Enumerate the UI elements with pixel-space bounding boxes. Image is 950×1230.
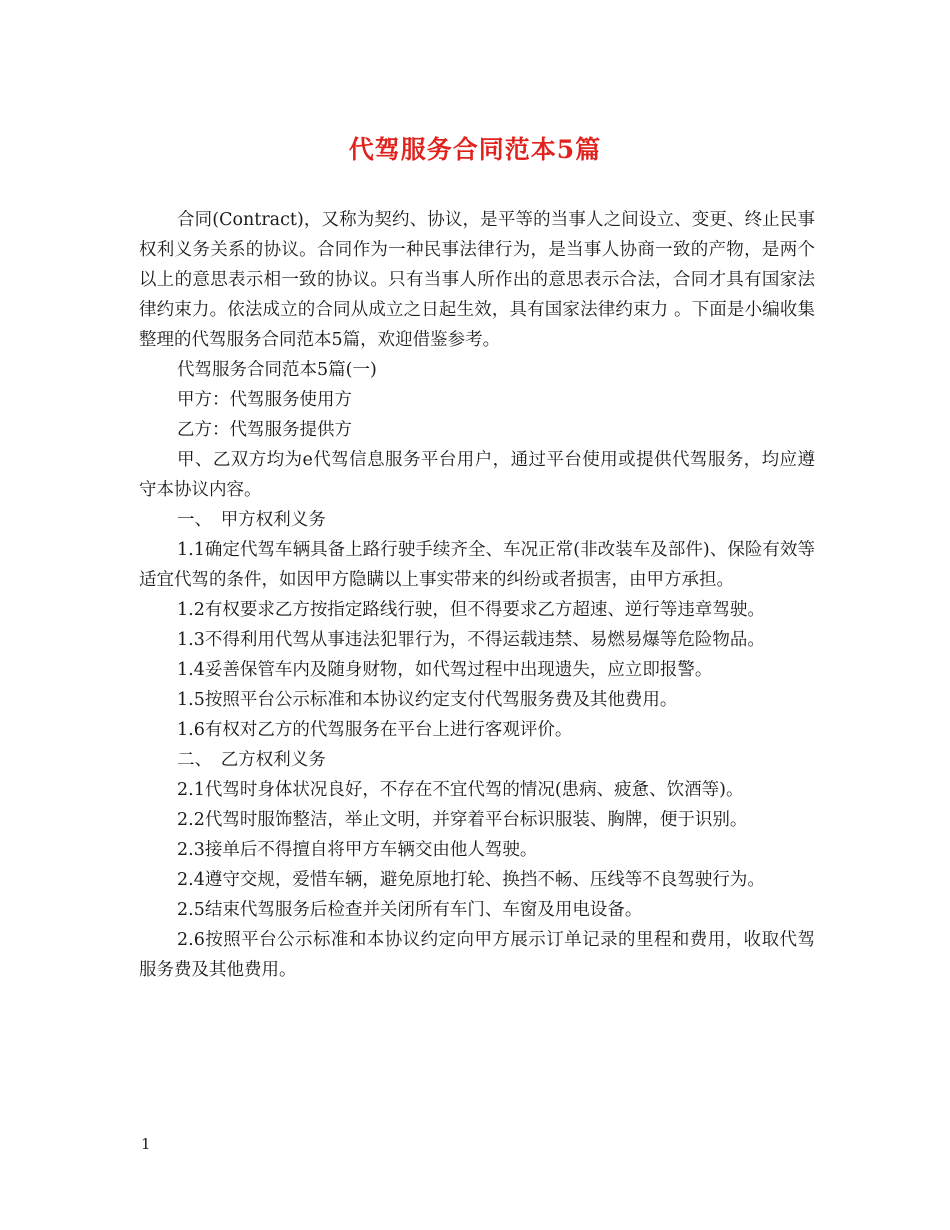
paragraph-party-b: 乙方：代驾服务提供方 [177, 420, 352, 440]
paragraph-1-4: 1.4妥善保管车内及随身财物，如代驾过程中出现遗失，应立即报警。 [177, 660, 713, 680]
paragraph-section-heading: 代驾服务合同范本5篇(一) [177, 360, 377, 380]
document-title: 代驾服务合同范本5篇 [348, 135, 602, 164]
paragraph-1-6: 1.6有权对乙方的代驾服务在平台上进行客观评价。 [177, 720, 573, 740]
paragraph-2-2: 2.2代驾时服饰整洁，举止文明，并穿着平台标识服装、胸牌，便于识别。 [177, 810, 748, 830]
paragraph-agreement: 甲、乙双方均为e代驾信息服务平台用户，通过平台使用或提供代驾服务，均应遵守本协议内容。 [139, 450, 815, 500]
paragraph-2-5: 2.5结束代驾服务后检查并关闭所有车门、车窗及用电设备。 [177, 900, 643, 920]
paragraph-2-6: 2.6按照平台公示标准和本协议约定向甲方展示订单记录的里程和费用，收取代驾服务费及其他费用。 [139, 930, 815, 980]
paragraph-intro: 合同(Contract)，又称为契约、协议，是平等的当事人之间设立、变更、终止民事权利义务关系的协议。合同作为一种民事法律行为，是当事人协商一致的产物，是两个以上的意思表示相一致的协议。只有当事人所作出的意思表示合法，合同才具有国家法律约束力。依法成立的合同从成立之日起生效，具有国家法律约束力 。下面是小编收集整理的代驾服务合同范本5篇，欢迎借鉴参考。 [139, 210, 815, 350]
paragraph-party-a: 甲方：代驾服务使用方 [177, 390, 352, 410]
paragraph-1-5: 1.5按照平台公示标准和本协议约定支付代驾服务费及其他费用。 [177, 690, 678, 710]
paragraph-heading-party-b-rights: 二、 乙方权利义务 [177, 750, 326, 770]
paragraph-2-3: 2.3接单后不得擅自将甲方车辆交由他人驾驶。 [177, 840, 538, 860]
paragraph-1-2: 1.2有权要求乙方按指定路线行驶，但不得要求乙方超速、逆行等违章驾驶。 [177, 600, 765, 620]
document-body [139, 205, 815, 985]
paragraph-2-1: 2.1代驾时身体状况良好，不存在不宜代驾的情况(患病、疲惫、饮酒等)。 [177, 780, 744, 800]
paragraph-2-4: 2.4遵守交规，爱惜车辆，避免原地打轮、换挡不畅、压线等不良驾驶行为。 [177, 870, 765, 890]
paragraph-1-1: 1.1确定代驾车辆具备上路行驶手续齐全、车况正常(非改装车及部件)、保险有效等适宜代驾的条件，如因甲方隐瞒以上事实带来的纠纷或者损害，由甲方承担。 [139, 540, 815, 590]
paragraph-1-3: 1.3不得利用代驾从事违法犯罪行为，不得运载违禁、易燃易爆等危险物品。 [177, 630, 765, 650]
paragraph-heading-party-a-rights: 一、 甲方权利义务 [177, 510, 326, 530]
page-number: 1 [141, 1135, 151, 1153]
